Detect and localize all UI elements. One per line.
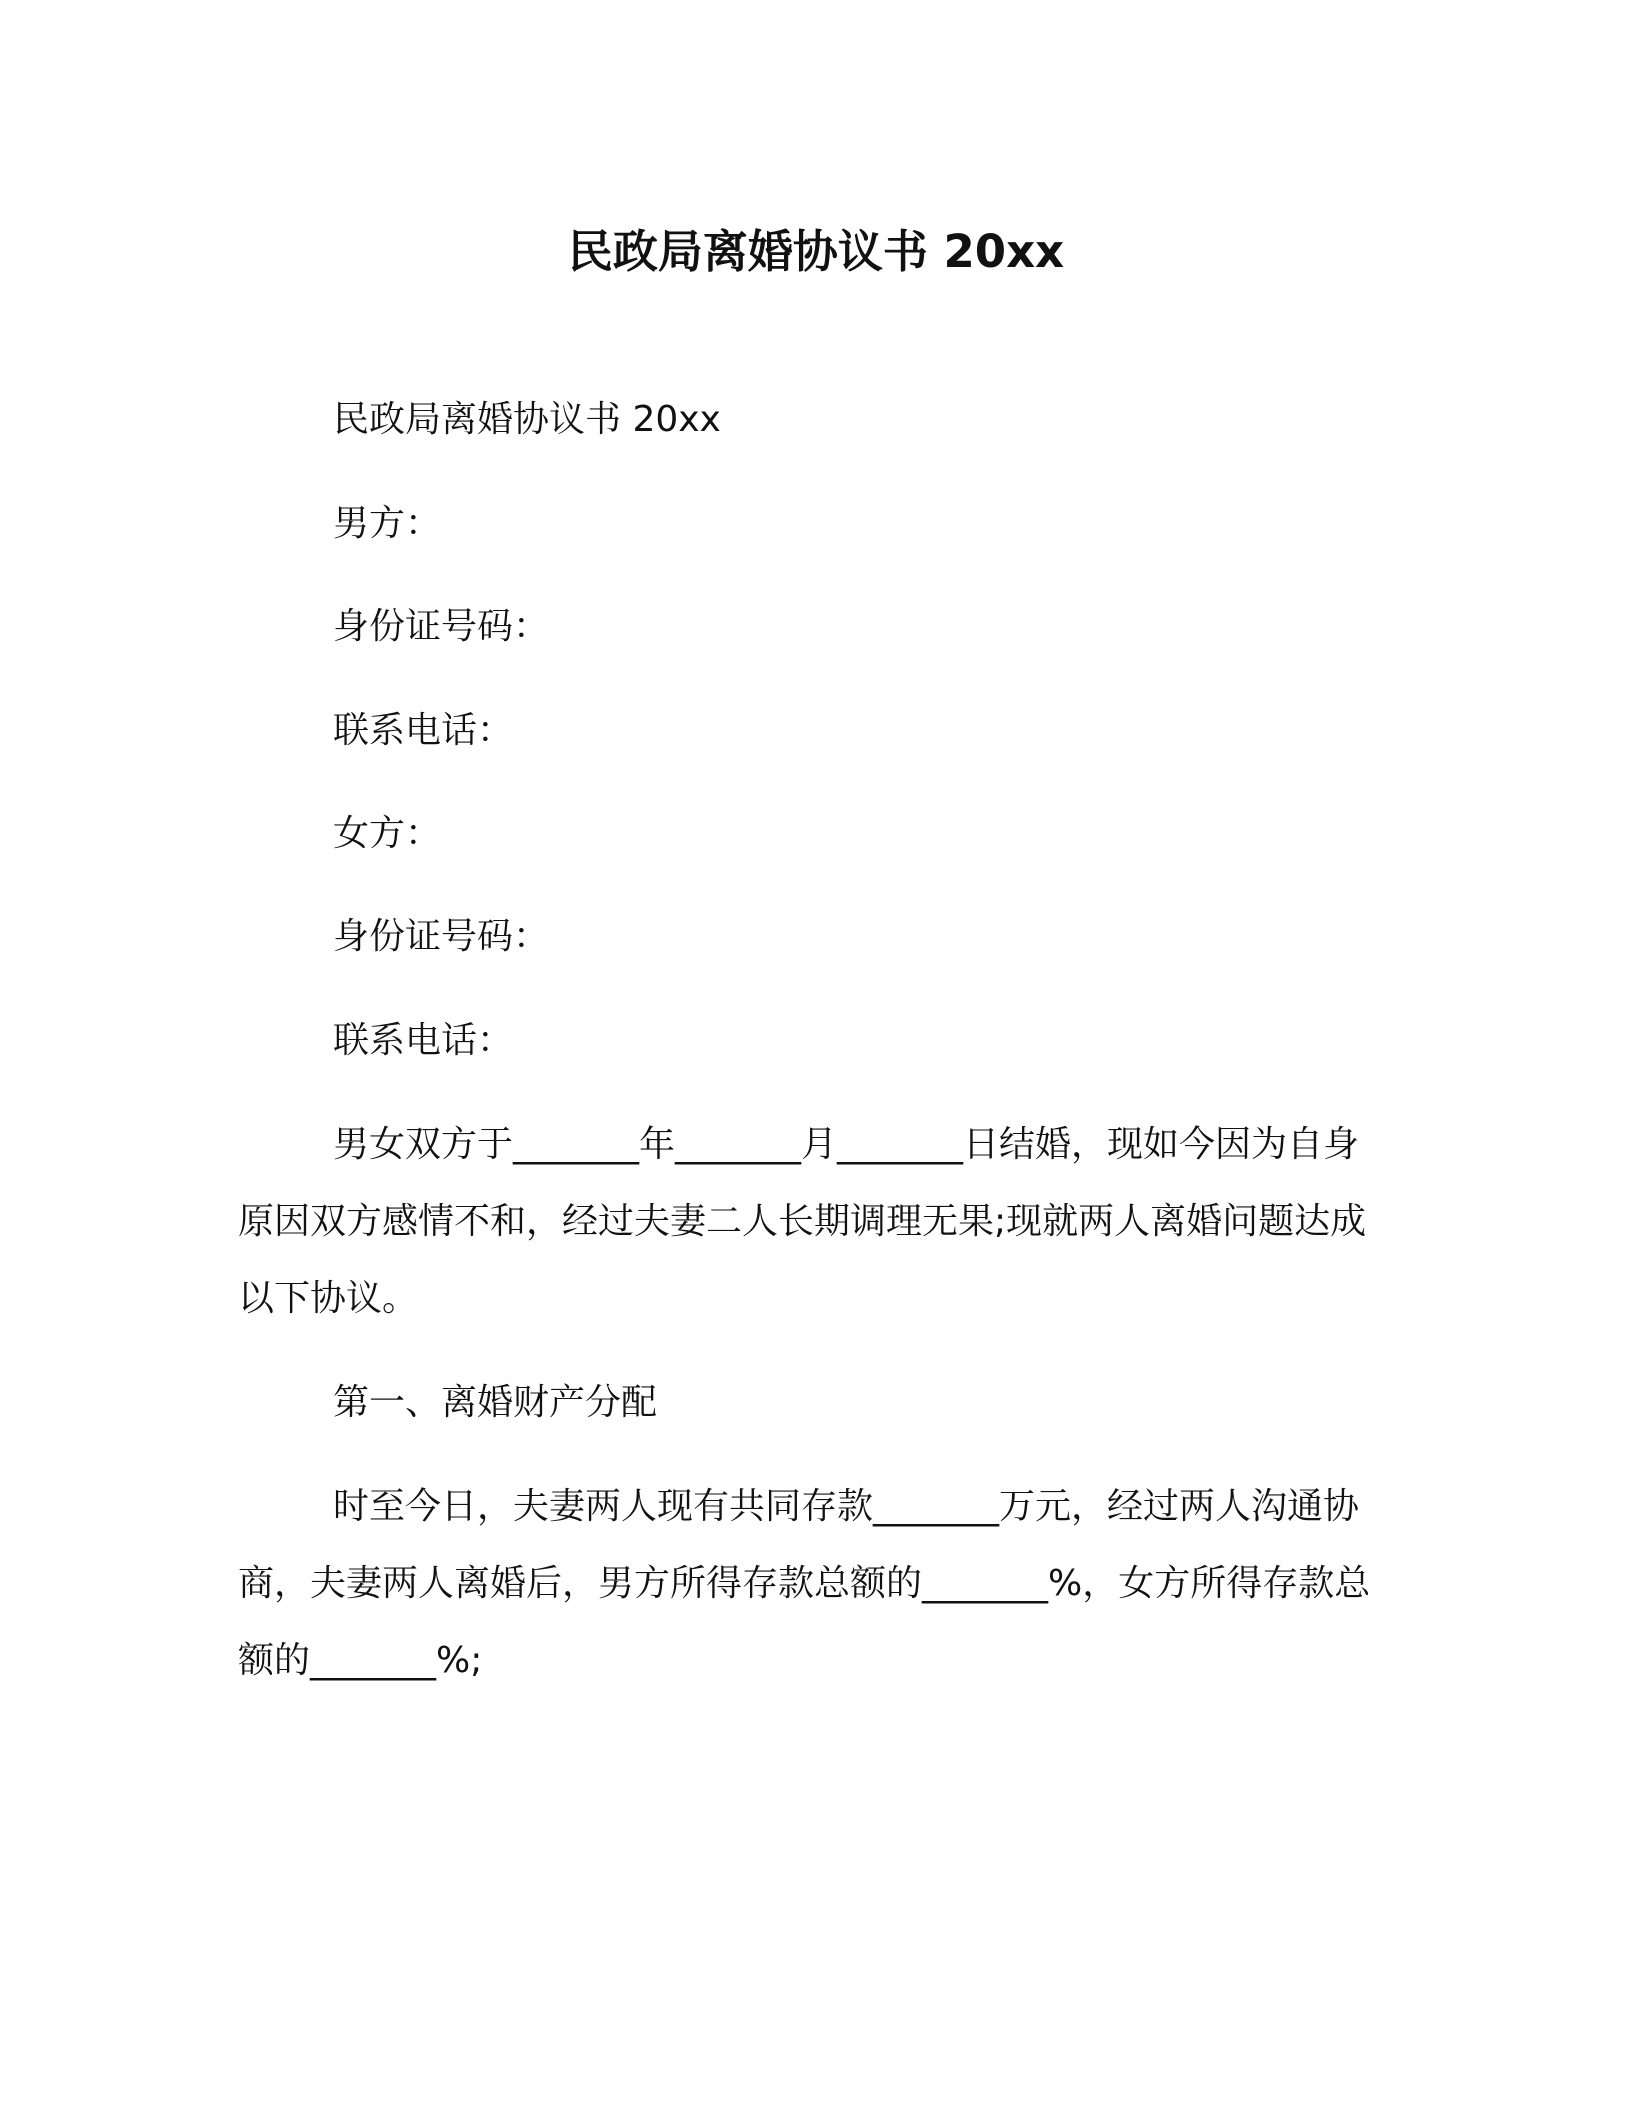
section-one-heading: 第一、离婚财产分配 (333, 1382, 658, 1423)
male-phone-label: 联系电话： (333, 710, 514, 751)
male-id-label: 身份证号码： (333, 606, 550, 647)
female-phone-label: 联系电话： (333, 1020, 514, 1061)
intro-paragraph-text: 男女双方于_______年_______月_______日结婚，现如今因为自身原因双方感情不和，经过夫妻二人长期调理无果;现就两人离婚问题达成以下协议。 (238, 1124, 1367, 1319)
male-label: 男方： (333, 503, 442, 544)
female-id-label: 身份证号码： (333, 916, 550, 957)
section-one-paragraph-text: 时至今日，夫妻两人现有共同存款_______万元，经过两人沟通协商，夫妻两人离婚后，男方所得存款总额的_______%，女方所得存款总额的_______%; (238, 1486, 1371, 1681)
intro-paragraph (238, 1106, 1378, 1337)
section-one-paragraph (238, 1468, 1378, 1699)
female-label: 女方： (333, 813, 442, 854)
document-subtitle: 民政局离婚协议书 20xx (333, 399, 721, 440)
document-title: 民政局离婚协议书 20xx (567, 225, 1065, 278)
